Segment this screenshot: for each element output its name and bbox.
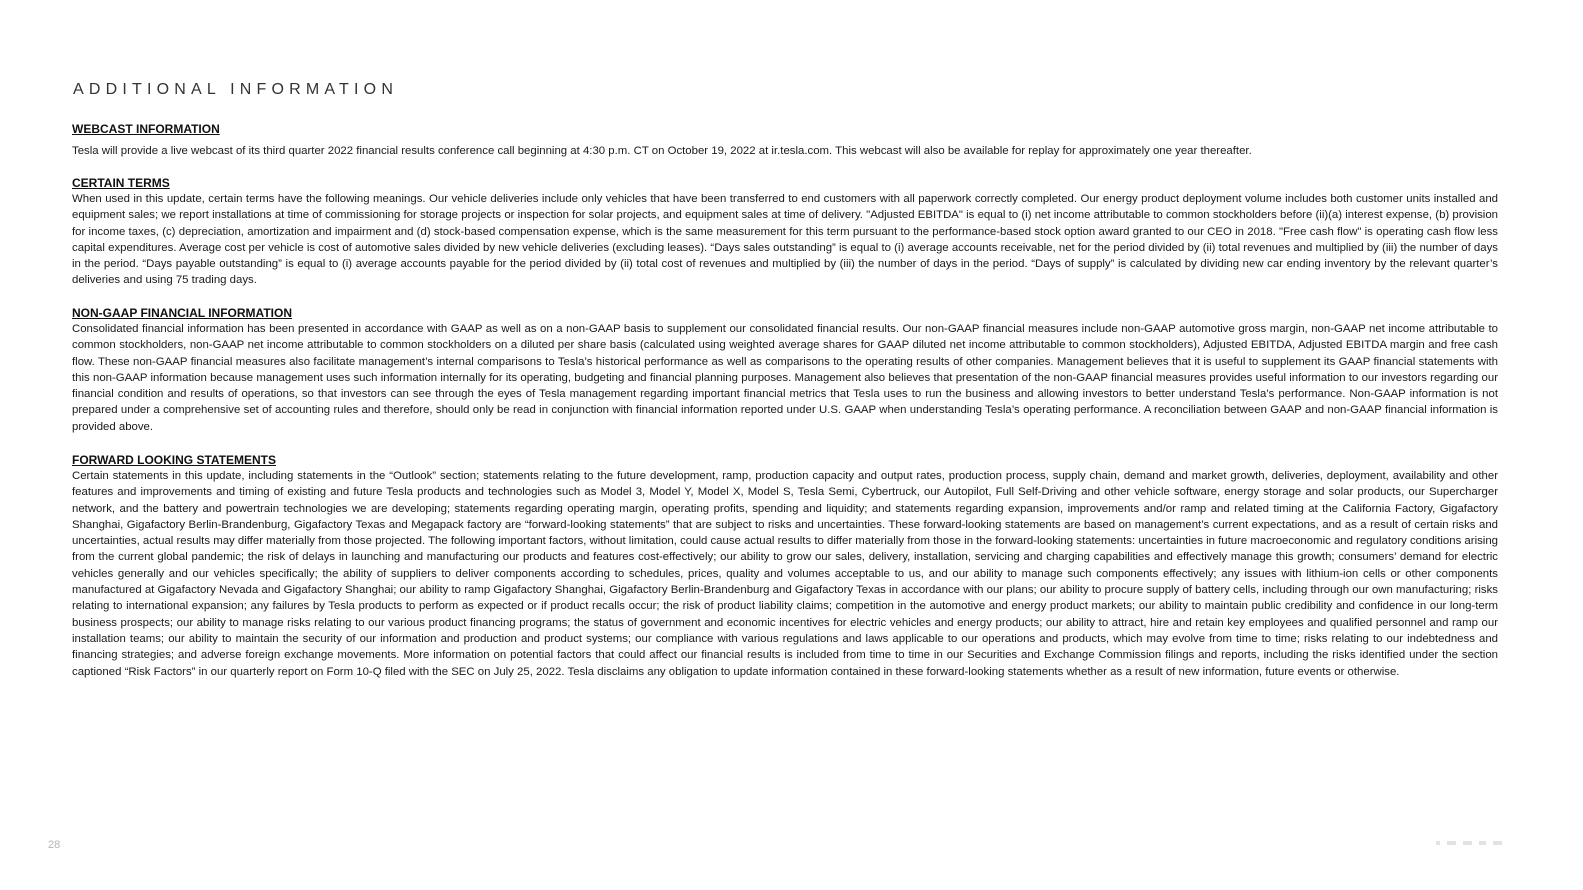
logo-letter-t [1436,841,1440,845]
logo-letter-e [1447,841,1456,845]
non-gaap-financial-information-body: Consolidated financial information has been presented in accordance with GAAP as well as on a non-GAAP basis to supplement our consolidated financial results. Our non-GAAP financial measures include non-GAAP automotive gross margin, non-GAAP net income attributable to common stockholders, non-GAAP net income attributable to common stockholders on a diluted per share basis (calculated using weighted average shares for GAAP diluted net income attributable to common stockholders), Adjusted EBITDA, Adjusted EBITDA margin and free cash flow. These non-GAAP financial measures also facilitate management’s internal comparisons to Tesla’s historical performance as well as comparisons to the operating results of other companies. Management believes that it is useful to supplement its GAAP financial statements with this non-GAAP information because management uses such information internally for its operating, budgeting and financial planning purposes. Management also believes that presentation of the non-GAAP financial measures provides useful information to our investors regarding our financial condition and results of operations, so that investors can see through the eyes of Tesla management regarding important financial metrics that Tesla uses to run the business and allowing investors to better understand Tesla’s performance. Non-GAAP information is not prepared under a comprehensive set of accounting rules and therefore, should only be read in conjunction with financial information reported under U.S. GAAP when understanding Tesla’s operating performance. A reconciliation between GAAP and non-GAAP financial information is provided above. [72,323,1498,433]
certain-terms-heading: CERTAIN TERMS [72,176,170,190]
tesla-logo-icon [1436,838,1502,848]
webcast-information-section [72,121,1498,159]
webcast-information-body: Tesla will provide a live webcast of its third quarter 2022 financial results conference call beginning at 4:30 p.m. CT on October 19, 2022 at ir.tesla.com. This webcast will also be available for replay for approximately one year thereafter. [72,145,1252,157]
logo-letter-s [1463,841,1472,845]
forward-looking-statements-section [72,452,1498,680]
non-gaap-financial-information-section [72,305,1498,435]
logo-letter-l [1479,841,1486,845]
certain-terms-body: When used in this update, certain terms have the following meanings. Our vehicle deliveries include only vehicles that have been transferred to end customers with all paperwork correctly completed. Our energy product deployment volume includes both customer units installed and equipment sales; we report installations at time of commissioning for storage projects or inspection for solar projects, and equipment sales at time of delivery. "Adjusted EBITDA" is equal to (i) net income attributable to common stockholders before (ii)(a) interest expense, (b) provision for income taxes, (c) depreciation, amortization and impairment and (d) stock-based compensation expense, which is the same measurement for this term pursuant to the performance-based stock option award granted to our CEO in 2018. "Free cash flow" is operating cash flow less capital expenditures. Average cost per vehicle is cost of automotive sales divided by new vehicle deliveries (excluding leases). “Days sales outstanding” is equal to (i) average accounts receivable, net for the period divided by (ii) total revenues and multiplied by (iii) the number of days in the period. “Days payable outstanding” is equal to (i) average accounts payable for the period divided by (ii) total cost of revenues and multiplied by (iii) the number of days in the period. “Days of supply” is calculated by dividing new car ending inventory by the relevant quarter’s deliveries and using 75 trading days. [72,193,1498,287]
certain-terms-section [72,175,1498,289]
page-number: 28 [48,839,61,851]
webcast-information-heading: WEBCAST INFORMATION [72,122,220,136]
logo-letter-a [1493,841,1502,845]
non-gaap-financial-information-heading: NON-GAAP FINANCIAL INFORMATION [72,306,292,320]
page-title: ADDITIONAL INFORMATION [73,81,399,98]
forward-looking-statements-body: Certain statements in this update, including statements in the “Outlook” section; statements relating to the future development, ramp, production capacity and output rates, production process, supply chain, demand and market growth, deliveries, deployment, availability and other features and improvements and timing of existing and future Tesla products and technologies such as Model 3, Model Y, Model X, Model S, Tesla Semi, Cybertruck, our Autopilot, Full Self-Driving and other vehicle software, energy storage and solar products, our Supercharger network, and the battery and powertrain technologies we are developing; statements regarding operating margin, operating profits, spending and liquidity; and statements regarding expansion, improvements and/or ramp and related timing at the California Factory, Gigafactory Shanghai, Gigafactory Berlin-Brandenburg, Gigafactory Texas and Megapack factory are “forward-looking statements” that are subject to risks and uncertainties. These forward-looking statements are based on management’s current expectations, and as a result of certain risks and uncertainties, actual results may differ materially from those projected. The following important factors, without limitation, could cause actual results to differ materially from those in the forward-looking statements: uncertainties in future macroeconomic and regulatory conditions arising from the current global pandemic; the risk of delays in launching and manufacturing our products and features cost-effectively; our ability to grow our sales, delivery, installation, servicing and charging capabilities and effectively manage this growth; consumers’ demand for electric vehicles generally and our vehicles specifically; the ability of suppliers to deliver components according to schedules, prices, quality and volumes acceptable to us, and our ability to manage such components effectively; any issues with lithium-ion cells or other components manufactured at Gigafactory Nevada and Gigafactory Shanghai; our ability to ramp Gigafactory Shanghai, Gigafactory Berlin-Brandenburg and Gigafactory Texas in accordance with our plans; our ability to procure supply of battery cells, including through our own manufacturing; risks relating to international expansion; any failures by Tesla products to perform as expected or if product recalls occur; the risk of product liability claims; competition in the automotive and energy product markets; our ability to maintain public credibility and confidence in our long-term business prospects; our ability to manage risks relating to our various product financing programs; the status of government and economic incentives for electric vehicles and energy products; our ability to attract, hire and retain key employees and qualified personnel and ramp our installation teams; our ability to maintain the security of our information and production and product systems; our compliance with various regulations and laws applicable to our operations and products, which may evolve from time to time; risks relating to our indebtedness and financing strategies; and adverse foreign exchange movements. More information on potential factors that could affect our financial results is included from time to time in our Securities and Exchange Commission filings and reports, including the risks identified under the section captioned “Risk Factors” in our quarterly report on Form 10-Q filed with the SEC on July 25, 2022. Tesla disclaims any obligation to update information contained in these forward-looking statements whether as a result of new information, future events or otherwise. [72,470,1498,678]
forward-looking-statements-heading: FORWARD LOOKING STATEMENTS [72,453,276,467]
